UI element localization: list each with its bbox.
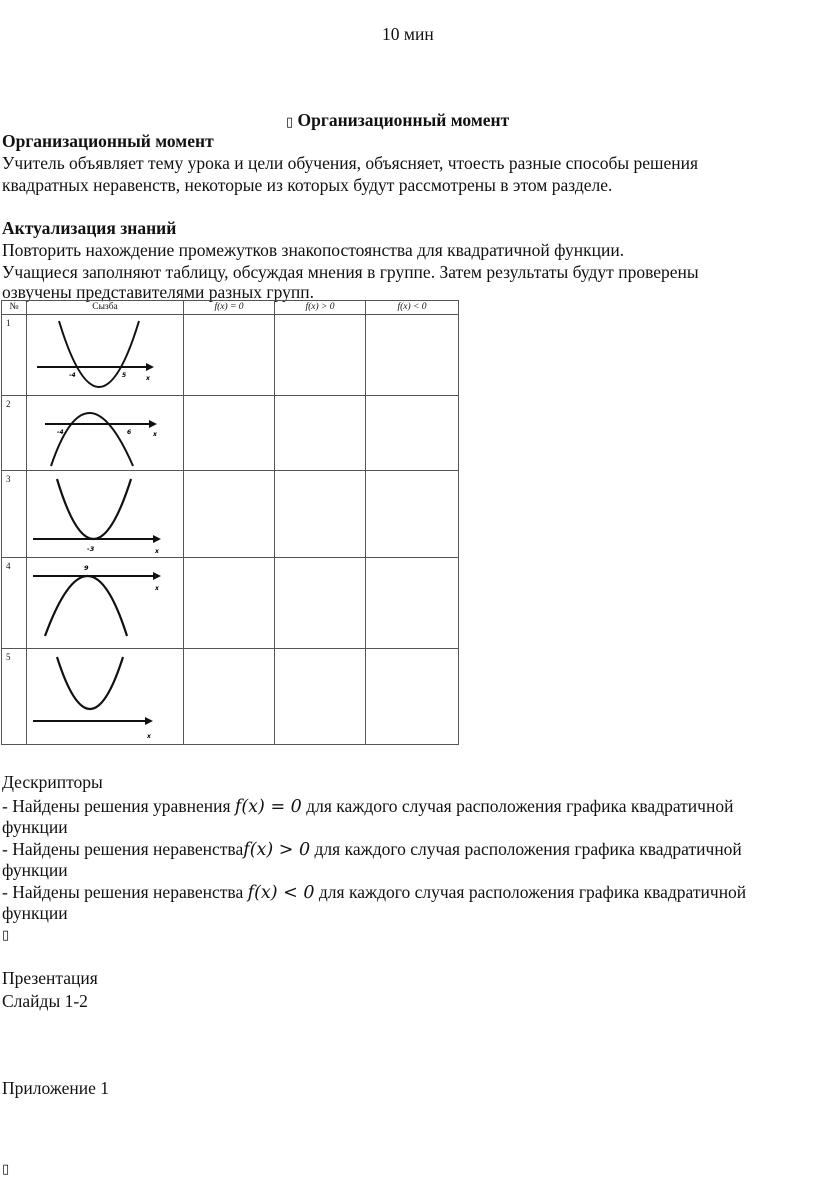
table-row <box>2 396 459 471</box>
answer-cell-f-zero[interactable] <box>184 471 275 558</box>
root-label: -4 <box>57 429 64 436</box>
parabola-curve <box>45 576 127 636</box>
table-row <box>2 315 459 396</box>
header-f-positive: f(x) > 0 <box>275 301 366 315</box>
org-text-line2: квадратных неравенств, некоторые из которых будут рассмотрены в этом разделе. <box>2 175 613 195</box>
appendix-label: Приложение 1 <box>2 1078 110 1098</box>
parabola-graph-5 <box>27 649 184 744</box>
actual-text-line1: Повторить нахождение промежутков знакопостоянства для квадратичной функции. <box>2 240 625 260</box>
parabola-graph-4 <box>27 558 184 648</box>
axis-arrow-icon <box>149 420 157 428</box>
row-number: 2 <box>2 396 27 471</box>
answer-cell-f-zero[interactable] <box>184 558 275 649</box>
answer-cell-f-positive[interactable] <box>275 558 366 649</box>
answer-cell-f-negative[interactable] <box>366 558 459 649</box>
descriptor-item <box>2 881 746 905</box>
root-label: 6 <box>127 429 132 436</box>
axis-arrow-icon <box>153 535 161 543</box>
root-label: -3 <box>87 545 95 553</box>
graph-cell <box>27 471 184 558</box>
actual-heading: Актуализация знаний <box>2 218 177 238</box>
descriptors-heading: Дескрипторы <box>2 772 103 792</box>
descriptor-continuation: функции <box>2 817 68 837</box>
answer-cell-f-positive[interactable] <box>275 396 366 471</box>
answer-cell-f-negative[interactable] <box>366 471 459 558</box>
parabola-graph-2 <box>27 396 184 470</box>
header-f-negative: f(x) < 0 <box>366 301 459 315</box>
descriptor-continuation: функции <box>2 903 68 923</box>
section-heading <box>286 110 509 131</box>
graph-cell <box>27 396 184 471</box>
axis-arrow-icon <box>146 363 154 371</box>
graph-cell <box>27 315 184 396</box>
axis-arrow-icon <box>153 572 161 580</box>
parabola-graph-1 <box>27 315 184 395</box>
row-number: 1 <box>2 315 27 396</box>
parabola-curve <box>51 413 133 466</box>
table-row <box>2 649 459 745</box>
descriptor-text: - Найдены решения уравнения <box>2 796 235 816</box>
answer-cell-f-negative[interactable] <box>366 649 459 745</box>
descriptor-text: - Найдены решения неравенства <box>2 882 248 902</box>
answer-cell-f-negative[interactable] <box>366 315 459 396</box>
axis-label: x <box>155 585 159 592</box>
row-number: 3 <box>2 471 27 558</box>
axis-label: x <box>147 733 151 740</box>
descriptor-continuation: функции <box>2 860 68 880</box>
missing-glyph-icon: ▯ <box>286 115 294 130</box>
root-label: 5 <box>122 372 127 379</box>
descriptor-item <box>2 795 733 819</box>
header-number: № <box>2 301 27 315</box>
root-label: -4 <box>69 372 76 379</box>
header-graph: Сызба <box>27 301 184 315</box>
table-row <box>2 471 459 558</box>
descriptor-text: для каждого случая расположения графика квадратичной <box>314 882 747 902</box>
row-number: 4 <box>2 558 27 649</box>
answer-cell-f-positive[interactable] <box>275 649 366 745</box>
missing-glyph-icon: ▯ <box>2 928 10 943</box>
answer-cell-f-positive[interactable] <box>275 315 366 396</box>
parabola-table <box>1 300 459 745</box>
actual-text-line3: озвучены представителями разных групп. <box>2 282 314 302</box>
duration-label: 10 мин <box>382 24 434 44</box>
root-label: 9 <box>84 564 89 572</box>
axis-label: x <box>153 431 157 438</box>
presentation-label: Презентация <box>2 968 98 988</box>
slides-label: Слайды 1-2 <box>2 991 88 1011</box>
descriptor-formula: f(x) < 0 <box>247 883 315 903</box>
org-text-line1: Учитель объявляет тему урока и цели обучения, объясняет, чтоесть разные способы решения <box>2 153 699 173</box>
descriptor-text: для каждого случая расположения графика квадратичной <box>301 796 734 816</box>
table-header-row <box>2 301 459 315</box>
parabola-graph-3 <box>27 471 184 557</box>
org-heading: Организационный момент <box>2 131 214 151</box>
table-row <box>2 558 459 649</box>
answer-cell-f-zero[interactable] <box>184 649 275 745</box>
parabola-curve <box>57 657 123 709</box>
row-number: 5 <box>2 649 27 745</box>
header-f-zero: f(x) = 0 <box>184 301 275 315</box>
answer-cell-f-zero[interactable] <box>184 396 275 471</box>
section-heading-title: Организационный момент <box>297 110 510 130</box>
graph-cell <box>27 649 184 745</box>
descriptor-text: - Найдены решения неравенства <box>2 839 244 859</box>
parabola-curve <box>57 479 131 539</box>
axis-label: x <box>146 375 150 382</box>
missing-glyph-icon: ▯ <box>2 1162 10 1177</box>
descriptor-formula: f(x) = 0 <box>234 797 302 817</box>
graph-cell <box>27 558 184 649</box>
descriptor-formula: f(x) > 0 <box>243 840 311 860</box>
descriptor-item <box>2 838 742 862</box>
answer-cell-f-negative[interactable] <box>366 396 459 471</box>
axis-label: x <box>155 548 159 555</box>
answer-cell-f-positive[interactable] <box>275 471 366 558</box>
actual-text-line2: Учащиеся заполняют таблицу, обсуждая мнения в группе. Затем результаты будут проверены <box>2 262 699 282</box>
axis-arrow-icon <box>145 717 153 725</box>
descriptor-text: для каждого случая расположения графика квадратичной <box>310 839 742 859</box>
answer-cell-f-zero[interactable] <box>184 315 275 396</box>
